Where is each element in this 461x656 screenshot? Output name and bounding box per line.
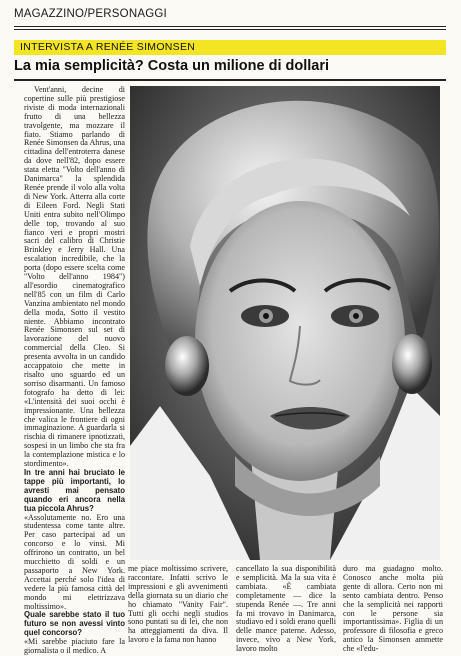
portrait-illustration [130, 86, 440, 560]
article-column-2 [128, 565, 228, 645]
article-paragraph: «Assolutamente no. Ero una studentessa come tante altre. Per caso partecipai ad un concorso e lo vinsi. Mi offrirono un contratto, un bel mucchietto di soldi e un passaporto a New York. Accettai perché solo l'idea di vedere la più famosa città del mondo mi elettrizzava moltissimo». [24, 512, 125, 611]
section-title: MAGAZZINO/PERSONAGGI [14, 8, 167, 20]
interview-banner [14, 40, 446, 55]
article-paragraph: «Mi sarebbe piaciuto fare la giornalista o il medico. A [24, 637, 125, 656]
article-paragraph: Vent'anni, decine di copertine sulle più prestigiose riviste di moda internazionali frutto di una bellezza travolgente, ma mozzare il fiato. Stiamo parlando di Renée Simonsen da Ahrus, una cittadina dell'entroterra danese da dove nell'82, dopo essere stata eletta "Volto dell'anno di Danimarca" la splendida Renée prende il volo alla volta di New York. Atterra alla corte di Eileen Ford. Negli Stati Uniti entra subito nell'Olimpo delle top, trovando al suo fianco veri e propri mostri sacri del calibro di Christie Brinkley e Jerry Hall. Una escalation incredibile, che la porta (dopo essere scelta come "Volto dell'anno 1984") all'esordio cinematografico nell'85 con un film di Carlo Vanzina ambientato nel mondo della moda, Sotto il vestito niente. Abbiamo incontrato Renée Simonsen sul set di lavorazione del nuovo commercial della Cleo. Si presenta avvolta in un candido accappatoio che mette in risalto uno sguardo ed un sorriso disarmanti. Un famoso fotografo ha detto di lei: «L'intensità dei suoi occhi è impressionante. Una bellezza che valica le frontiere di ogni immaginazione. A guardarla si rischia di rimanere ipnotizzati, sospesi in un limbo che sta fra la contemplazione mistica e lo stordimento». [24, 85, 125, 469]
article-column-4 [343, 565, 443, 654]
portrait-photo [130, 86, 440, 560]
article-paragraph: duro ma guadagno molto. Conosco anche molta più gente di allora. Certo non mi sento cambiata dentro. Penso che la semplicità nei rapporti con le persone sia importantissima». Figlia di un professore di filosofia e greco antico la Simonsen ammette che «l'edu- [343, 564, 443, 654]
article-column-1 [24, 86, 125, 656]
article-paragraph: cancellato la sua disponibilità e semplicità. Ma la sua vita è cambiata. «È cambiata completamente — dice la stupenda Renée —. Tre anni fa mi trovavo in Danimarca, studiavo ed i soldi erano quelli delle mance paterne. Adesso, invece, vivo a New York, lavoro molto [236, 564, 336, 654]
section-rule-2 [14, 29, 446, 30]
article-paragraph: me piace moltissimo scrivere, raccontare. Infatti scrivo le impressioni e gli avvenimenti della giornata su un diario che ho chiamato "Vanity Fair". Tutti gli occhi negli studios sono puntati su di lei, che non ha atteggiamenti da diva. Il lavoro e la fama non hanno [128, 564, 228, 645]
banner-label: INTERVISTA A RENÉE SIMONSEN [20, 41, 196, 53]
interview-question: In tre anni hai bruciato le tappe più importanti, lo avresti mai pensato quando eri ancora nella tua piccola Ahrus? [24, 467, 125, 513]
section-rule [14, 26, 446, 27]
headline: La mia semplicità? Costa un milione di dollari [14, 58, 330, 74]
headline-rule [14, 79, 446, 81]
interview-question: Quale sarebbe stato il tuo futuro se non avessi vinto quel concorso? [24, 610, 125, 638]
article-column-3 [236, 565, 336, 654]
